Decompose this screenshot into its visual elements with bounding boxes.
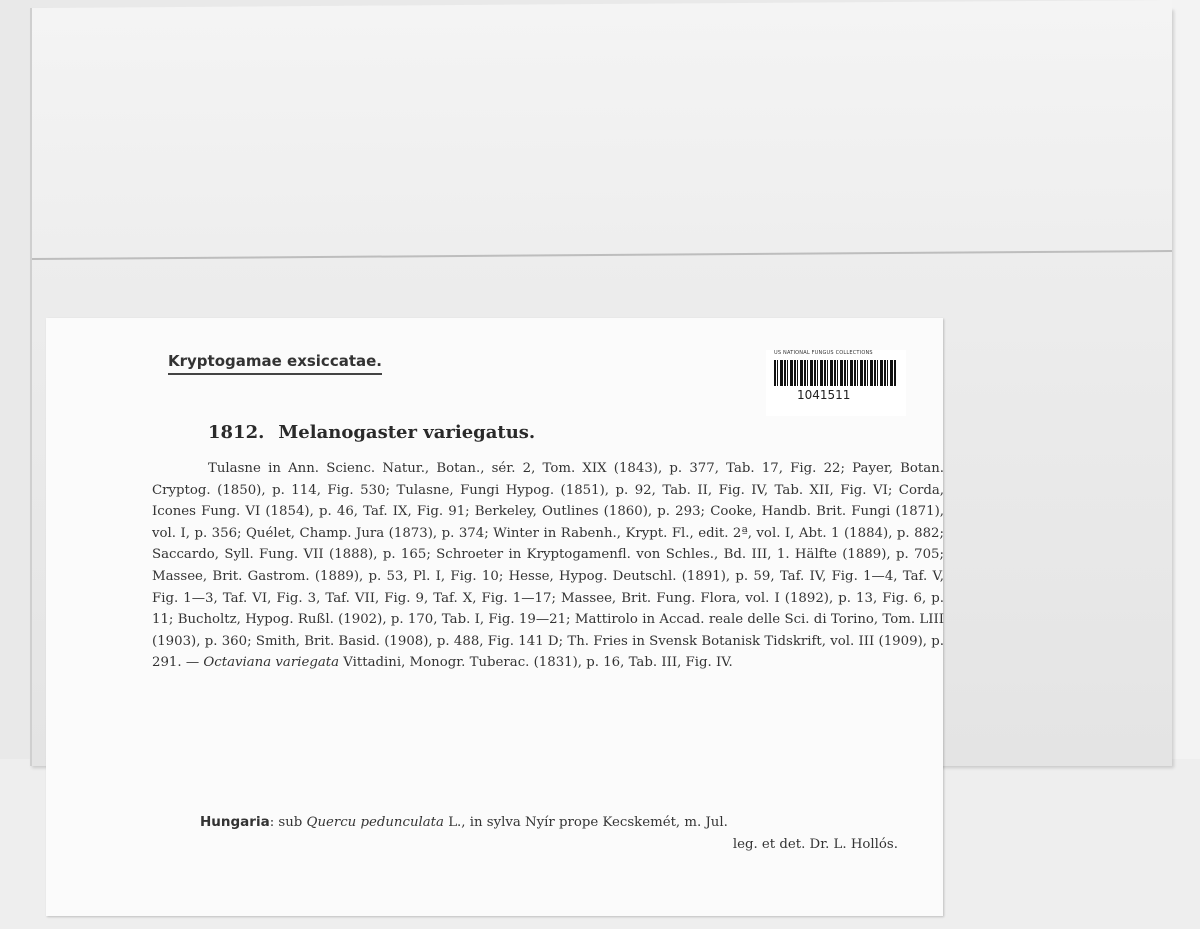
locality-paragraph	[152, 812, 944, 834]
species-number: 1812.	[208, 422, 265, 443]
barcode-icon	[774, 360, 896, 386]
citation-paragraph	[152, 458, 944, 674]
locality-host: Quercu pedunculata	[306, 815, 444, 830]
synonym-citation: Vittadini, Monogr. Tuberac. (1831), p. 16, Tab. III, Fig. IV.	[339, 655, 733, 671]
locality-prefix: : sub	[269, 815, 307, 830]
species-name: Melanogaster variegatus.	[278, 422, 536, 443]
citations-text: Tulasne in Ann. Scienc. Natur., Botan., sér. 2, Tom. XIX (1843), p. 377, Tab. 17, Fig. 22; Payer, Botan. Cryptog. (1850), p. 114, Fig. 530; Tulasne, Fungi Hypog. (1851), p. 92, Tab. II, Fig. IV, Tab. XII, Fig. VI; Corda, Icones Fung. VI (1854), p. 46, Taf. IX, Fig. 91; Berkeley, Outlines (1860), p. 293; Cooke, Handb. Brit. Fungi (1871), vol. I, p. 356; Quélet, Champ. Jura (1873), p. 374; Winter in Rabenh., Krypt. Fl., edit. 2ª, vol. I, Abt. 1 (1884), p. 882; Saccardo, Syll. Fung. VII (1888), p. 165; Schroeter in Kryptogamenfl. von Schles., Bd. III, 1. Hälfte (1889), p. 705; Massee, Brit. Gastrom. (1889), p. 53, Pl. I, Fig. 10; Hesse, Hypog. Deutschl. (1891), p. 59, Taf. IV, Fig. 1—4, Taf. V, Fig. 1—3, Taf. VI, Fig. 3, Taf. VII, Fig. 9, Taf. X, Fig. 1—17; Massee, Brit. Fung. Flora, vol. I (1892), p. 13, Fig. 6, p. 11; Bucholtz, Hypog. Rußl. (1902), p. 170, Tab. I, Fig. 19—21; Mattirolo in Accad. reale delle Sci. di Torino, Tom. LIII (1903), p. 360; Smith, Brit. Basid. (1908), p. 488, Fig. 141 D; Th. Fries in Svensk Botanisk Tidskrift, vol. III (1909), p. 291.	[152, 461, 944, 671]
barcode-caption: US NATIONAL FUNGUS COLLECTIONS	[774, 350, 873, 356]
barcode-number: 1041511	[797, 388, 851, 402]
envelope-flap	[32, 0, 1172, 260]
synonym-name: Octaviana variegata	[203, 655, 340, 671]
barcode-label	[766, 350, 906, 416]
species-heading	[208, 422, 535, 443]
locality-country: Hungaria	[200, 814, 270, 830]
collector-line: leg. et det. Dr. L. Hollós.	[732, 837, 898, 852]
herbarium-label	[46, 318, 943, 916]
synonym-dash: —	[181, 655, 204, 671]
locality-rest: L., in sylva Nyír prope Kecskemét, m. Jul.	[443, 815, 728, 830]
series-title: Kryptogamae exsiccatae.	[168, 352, 382, 375]
